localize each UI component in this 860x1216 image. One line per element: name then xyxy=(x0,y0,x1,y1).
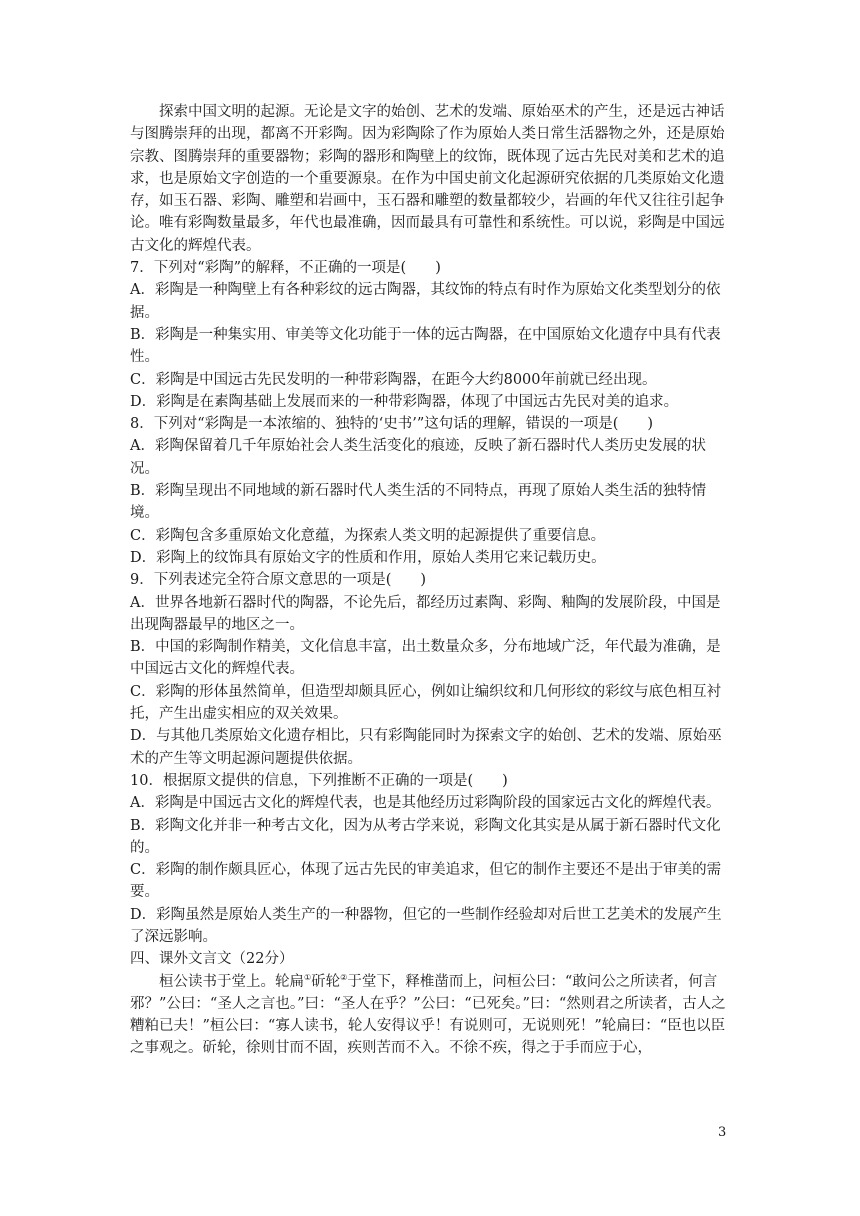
footnote-marker: ① xyxy=(304,972,312,982)
option-d: D．与其他几类原始文化遗存相比，只有彩陶能同时为探索文字的始创、艺术的发端、原始巫术的产生等文明起源问题提供依据。 xyxy=(130,728,722,767)
option-a: A．世界各地新石器时代的陶器，不论先后，都经历过素陶、彩陶、釉陶的发展阶段，中国是出现陶器最早的地区之一。 xyxy=(130,594,721,633)
classical-text-part: 于堂下，释椎凿而上，问桓公曰：“敢问公之所读者，何言邪？”公曰：“圣人之言也。”曰：“圣人在乎？”公曰：“已死矣。”曰：“然则君之所读者，古人之糟粕已夫！”桓公曰：“寡人读书，轮人安得议乎！有说则可，无说则死！”轮扁曰：“臣也以臣之事观之。斫轮，徐则甘而不固，疾则苦而不入。不徐不疾，得之于手而应于心， xyxy=(130,973,726,1057)
intro-paragraph: 探索中国文明的起源。无论是文字的始创、艺术的发端、原始巫术的产生，还是远古神话与图腾崇拜的出现，都离不开彩陶。因为彩陶除了作为原始人类日常生活器物之外，还是原始宗教、图腾崇拜的重要器物；彩陶的器形和陶壁上的纹饰，既体现了远古先民对美和艺术的追求，也是原始文字创造的一个重要源泉。在作为中国史前文化起源研究依据的几类原始文化遗存，如玉石器、彩陶、雕塑和岩画中，玉石器和雕塑的数量都较少，岩画的年代又往往引起争论。唯有彩陶数量最多，年代也最准确，因而最具有可靠性和系统性。可以说，彩陶是中国远古文化的辉煌代表。 xyxy=(130,104,725,254)
section-heading: 四、课外文言文（22分） xyxy=(130,951,294,968)
page-number: 3 xyxy=(718,1125,727,1140)
question-stem: 9．下列表述完全符合原文意思的一项是( ) xyxy=(130,572,427,589)
option-b: B．中国的彩陶制作精美，文化信息丰富，出土数量众多，分布地域广泛，年代最为准确，是中国远古文化的辉煌代表。 xyxy=(130,639,721,678)
question-8 xyxy=(130,413,730,569)
option-d: D．彩陶虽然是原始人类生产的一种器物，但它的一些制作经验却对后世工艺美术的发展产生了深远影响。 xyxy=(130,906,722,945)
classical-text-paragraph xyxy=(130,971,730,1060)
question-stem: 10．根据原文提供的信息，下列推断不正确的一项是( ) xyxy=(130,772,508,789)
question-7 xyxy=(130,257,730,413)
question-stem: 7．下列对“彩陶”的解释，不正确的一项是( ) xyxy=(130,260,441,277)
classical-text-part: 桓公读书于堂上。轮扁 xyxy=(159,973,304,990)
option-b: B．彩陶是一种集实用、审美等文化功能于一体的远古陶器，在中国原始文化遗存中具有代表性。 xyxy=(130,326,721,366)
footnote-marker: ② xyxy=(340,972,348,982)
page-content xyxy=(130,101,730,1060)
option-b: B．彩陶呈现出不同地域的新石器时代人类生活的不同特点，再现了原始人类生活的独特情境。 xyxy=(130,483,707,522)
option-a: A．彩陶是一种陶壁上有各种彩纹的远古陶器，其纹饰的特点有时作为原始文化类型划分的依据。 xyxy=(130,282,721,321)
question-9 xyxy=(130,569,730,770)
option-a: A．彩陶保留着几千年原始社会人类生活变化的痕迹，反映了新石器时代人类历史发展的状况。 xyxy=(130,438,706,477)
option-c: C．彩陶是中国远古先民发明的一种带彩陶器，在距今大约8000年前就已经出现。 xyxy=(130,371,657,388)
option-c: C．彩陶包含多重原始文化意蕴，为探索人类文明的起源提供了重要信息。 xyxy=(130,527,606,544)
option-a: A．彩陶是中国远古文化的辉煌代表，也是其他经历过彩陶阶段的国家远古文化的辉煌代表。 xyxy=(130,795,721,812)
option-c: C．彩陶的形体虽然简单，但造型却颇具匠心，例如让编织纹和几何形纹的彩纹与底色相互衬托，产生出虚实相应的双关效果。 xyxy=(130,683,722,723)
option-d: D．彩陶是在素陶基础上发展而来的一种带彩陶器，体现了中国远古先民对美的追求。 xyxy=(130,393,679,410)
question-10 xyxy=(130,770,730,948)
option-b: B．彩陶文化并非一种考古文化，因为从考古学来说，彩陶文化其实是从属于新石器时代文化的。 xyxy=(130,817,721,856)
option-d: D．彩陶上的纹饰具有原始文字的性质和作用，原始人类用它来记载历史。 xyxy=(130,549,606,566)
option-c: C．彩陶的制作颇具匠心，体现了远古先民的审美追求，但它的制作主要还不是出于审美的需要。 xyxy=(130,862,722,901)
question-stem: 8．下列对“彩陶是一本浓缩的、独特的‘史书’”这句话的理解，错误的一项是( ) xyxy=(130,416,654,433)
classical-text-part: 斫轮 xyxy=(311,973,341,990)
